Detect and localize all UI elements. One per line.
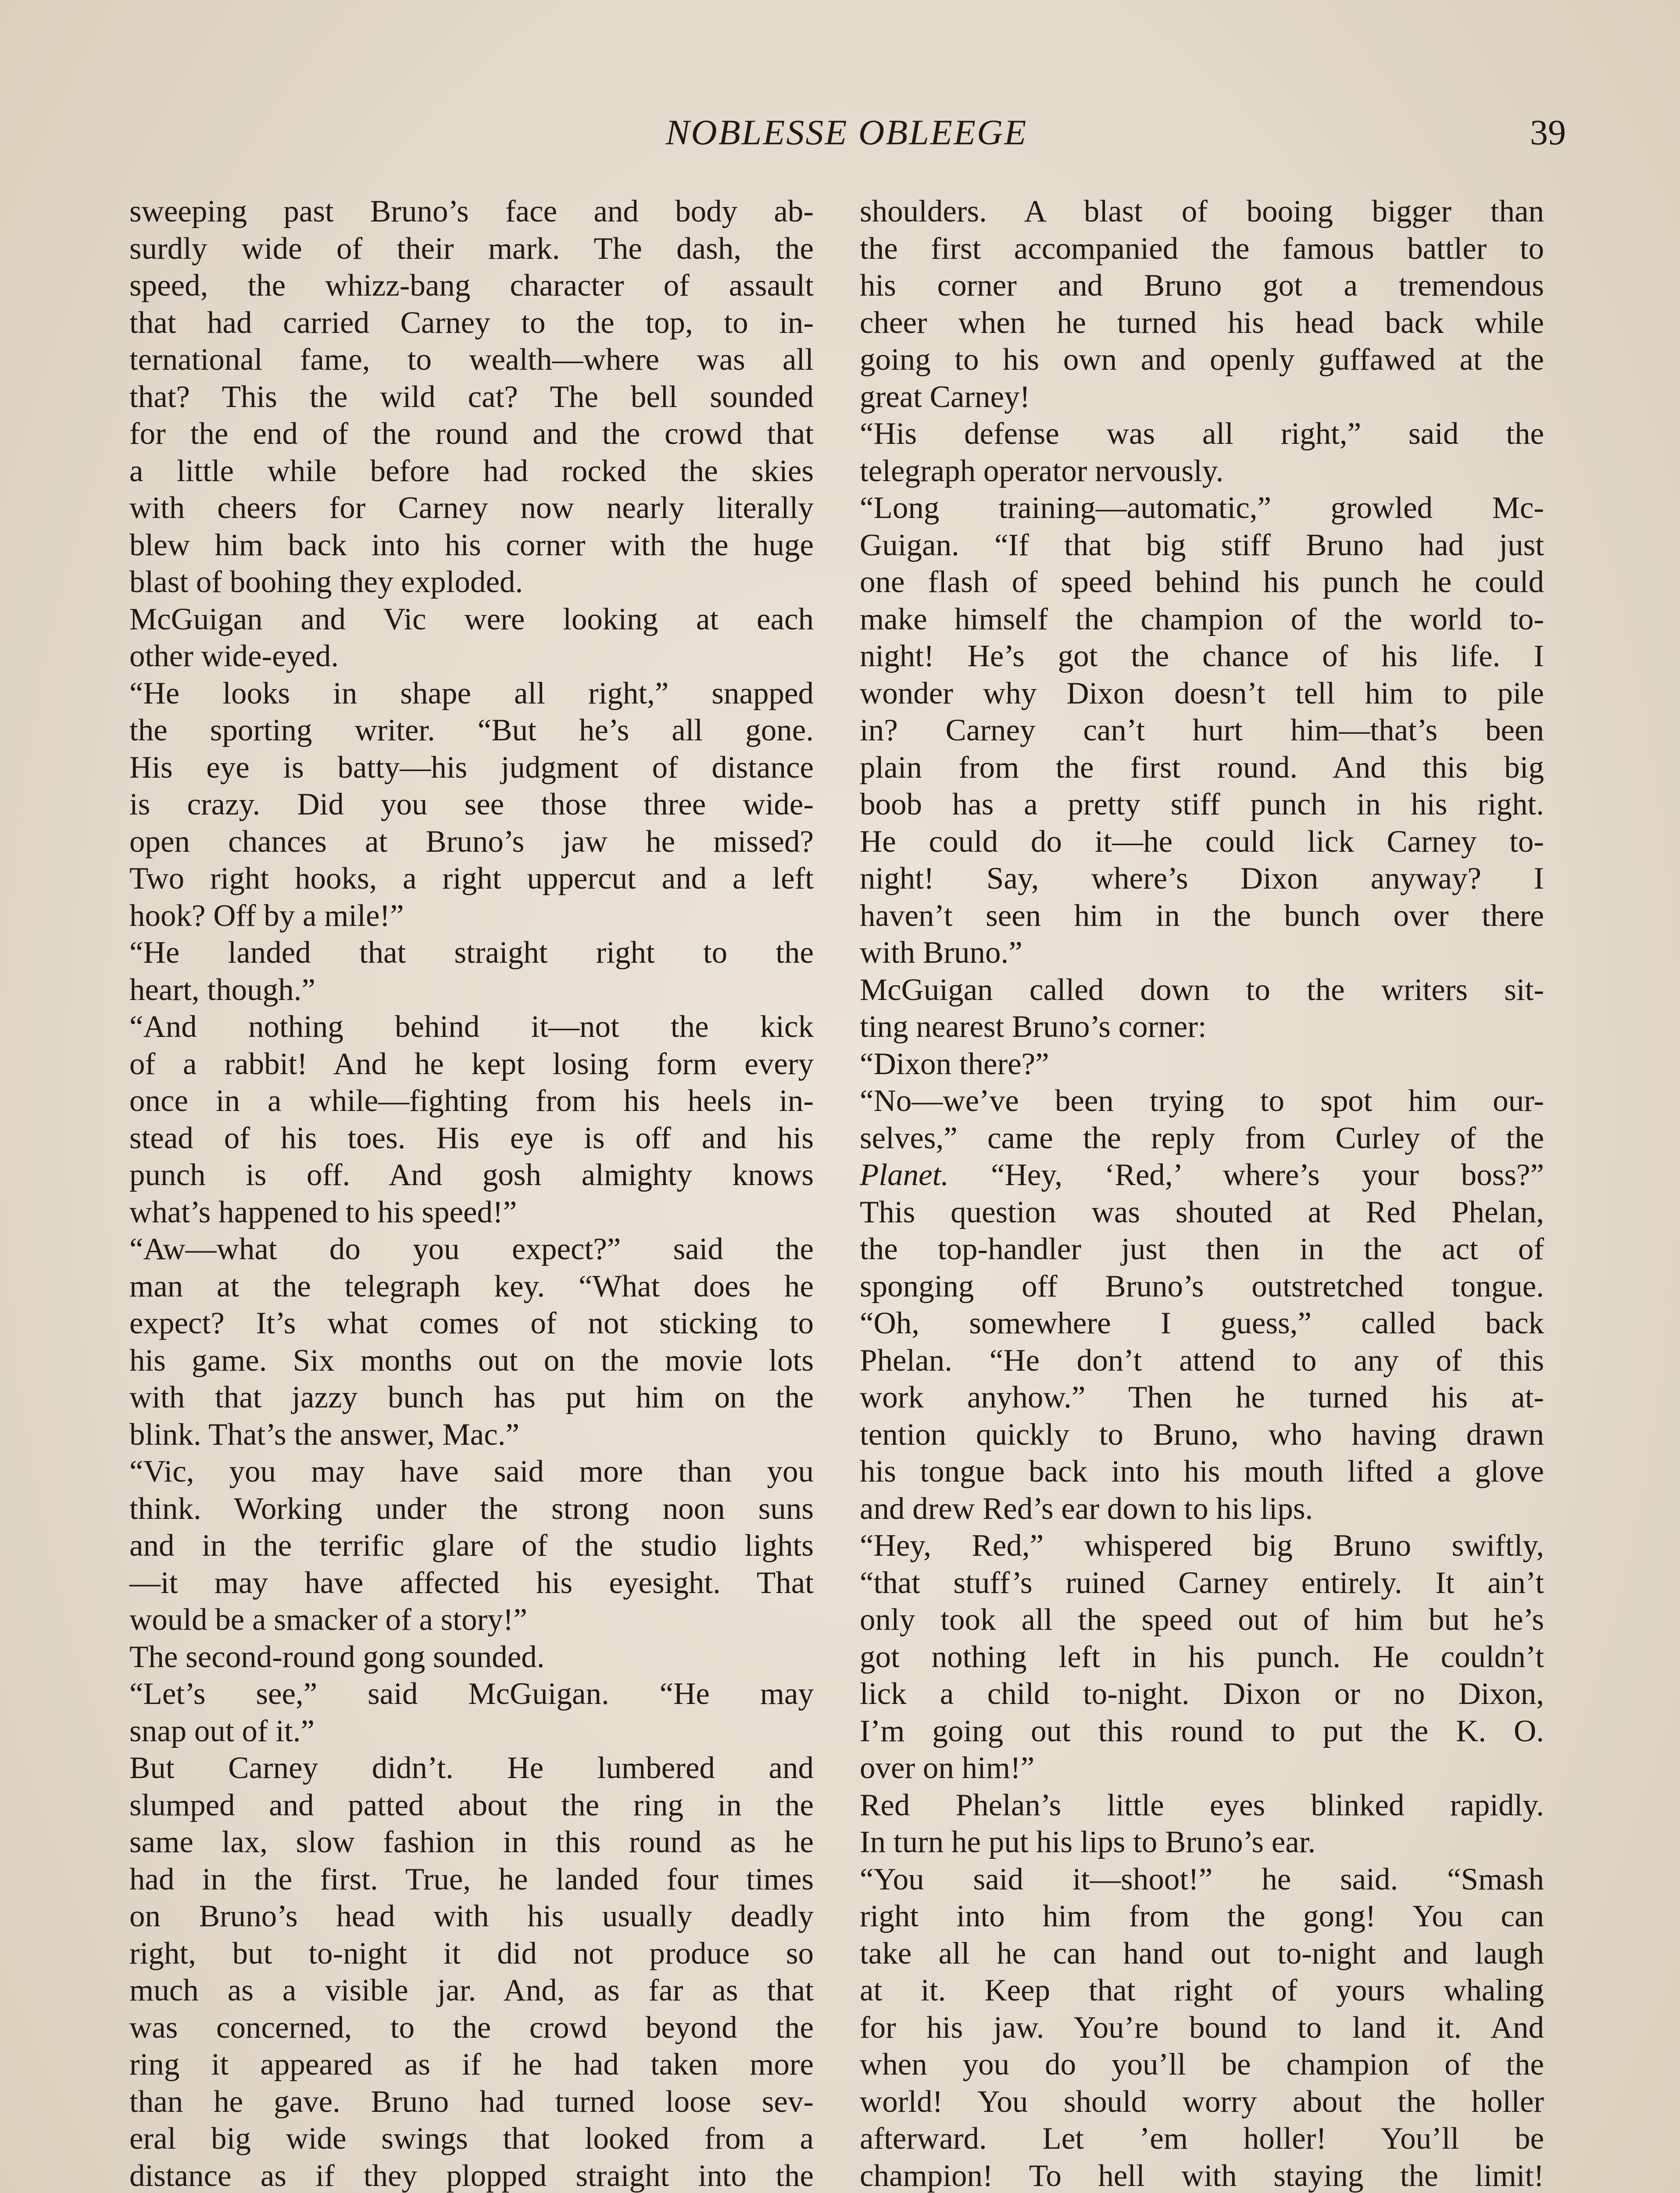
text-line: “Oh, somewhere I guess,” called back — [860, 1306, 1544, 1340]
text-line: going to his own and openly guffawed at the — [860, 343, 1544, 377]
text-line: world! You should worry about the holler — [860, 2084, 1544, 2119]
text-line: lick a child to-night. Dixon or no Dixon, — [860, 1677, 1544, 1711]
text-line: right, but to-night it did not produce so — [129, 1936, 814, 1971]
text-line: “Vic, you may have said more than you — [129, 1454, 814, 1489]
text-line: of a rabbit! And he kept losing form every — [129, 1046, 814, 1081]
text-line: is crazy. Did you see those three wide- — [129, 787, 814, 821]
text-line: great Carney! — [860, 379, 1030, 414]
text-line: same lax, slow fashion in this round as he — [129, 1825, 814, 1859]
text-line: ternational fame, to wealth—where was all — [129, 343, 814, 377]
text-line: speed, the whizz-bang character of assault — [129, 268, 814, 303]
text-line: —it may have affected his eyesight. That — [129, 1565, 814, 1600]
text-line: a little while before had rocked the skies — [129, 454, 814, 488]
text-line: when you do you’ll be champion of the — [860, 2047, 1544, 2082]
text-line: Guigan. “If that big stiff Bruno had just — [860, 528, 1544, 562]
text-line: “You said it—shoot!” he said. “Smash — [860, 1862, 1544, 1897]
text-line: In turn he put his lips to Bruno’s ear. — [860, 1825, 1316, 1859]
text-line: would be a smacker of a story!” — [129, 1603, 527, 1637]
text-line: He could do it—he could lick Carney to- — [860, 824, 1544, 859]
text-line: man at the telegraph key. “What does he — [129, 1269, 814, 1304]
text-line: “He looks in shape all right,” snapped — [129, 676, 814, 711]
text-line: This question was shouted at Red Phelan, — [860, 1195, 1544, 1229]
text-line: “He landed that straight right to the — [129, 936, 814, 970]
text-line: work anyhow.” Then he turned his at- — [860, 1380, 1544, 1414]
text-line: afterward. Let ’em holler! You’ll be — [860, 2122, 1544, 2156]
text-line: tention quickly to Bruno, who having drawn — [860, 1417, 1544, 1452]
text-line: boob has a pretty stiff punch in his right. — [860, 787, 1544, 821]
text-line: “that stuff’s ruined Carney entirely. It ain’t — [860, 1565, 1544, 1600]
left-text-column — [129, 193, 814, 2193]
text-line: Planet. “Hey, ‘Red,’ where’s your boss?” — [860, 1158, 1544, 1192]
text-line: “Dixon there?” — [860, 1046, 1049, 1081]
text-line: open chances at Bruno’s jaw he missed? — [129, 824, 814, 859]
text-line: his tongue back into his mouth lifted a glove — [860, 1454, 1544, 1489]
text-line: “No—we’ve been trying to spot him our- — [860, 1084, 1544, 1118]
text-line: had in the first. True, he landed four times — [129, 1862, 814, 1897]
text-line: Two right hooks, a right uppercut and a left — [129, 861, 814, 896]
text-line: Red Phelan’s little eyes blinked rapidly. — [860, 1788, 1544, 1822]
text-line: snap out of it.” — [129, 1714, 315, 1748]
text-line: “Aw—what do you expect?” said the — [129, 1232, 814, 1266]
text-line: once in a while—fighting from his heels in- — [129, 1084, 814, 1118]
text-line: night! He’s got the chance of his life. I — [860, 639, 1544, 673]
text-line: was concerned, to the crowd beyond the — [129, 2010, 814, 2045]
text-line: ring it appeared as if he had taken more — [129, 2047, 814, 2082]
text-line: one flash of speed behind his punch he could — [860, 565, 1544, 599]
text-line: I’m going out this round to put the K. O. — [860, 1714, 1544, 1748]
text-line: and drew Red’s ear down to his lips. — [860, 1491, 1313, 1526]
text-line: McGuigan and Vic were looking at each — [129, 602, 814, 636]
text-line: with cheers for Carney now nearly literally — [129, 491, 814, 525]
text-line: punch is off. And gosh almighty knows — [129, 1158, 814, 1192]
text-line: take all he can hand out to-night and laugh — [860, 1936, 1544, 1971]
text-line: His eye is batty—his judgment of distance — [129, 750, 814, 785]
text-line: for the end of the round and the crowd that — [129, 417, 814, 451]
text-line: that had carried Carney to the top, to in- — [129, 305, 814, 340]
text-line: than he gave. Bruno had turned loose sev- — [129, 2084, 814, 2119]
text-line: distance as if they plopped straight into the — [129, 2158, 814, 2193]
text-line: the sporting writer. “But he’s all gone. — [129, 713, 814, 747]
text-line: “Let’s see,” said McGuigan. “He may — [129, 1677, 814, 1711]
text-line: The second-round gong sounded. — [129, 1639, 545, 1674]
text-line: night! Say, where’s Dixon anyway? I — [860, 861, 1544, 896]
page-number: 39 — [1530, 112, 1566, 152]
text-line: only took all the speed out of him but he’s — [860, 1603, 1544, 1637]
text-line: “And nothing behind it—not the kick — [129, 1010, 814, 1044]
text-line: think. Working under the strong noon suns — [129, 1491, 814, 1526]
text-line: eral big wide swings that looked from a — [129, 2122, 814, 2156]
text-line: telegraph operator nervously. — [860, 454, 1224, 488]
text-line: got nothing left in his punch. He couldn’t — [860, 1639, 1544, 1674]
text-line: shoulders. A blast of booing bigger than — [860, 194, 1544, 229]
text-line: stead of his toes. His eye is off and his — [129, 1121, 814, 1155]
text-line: heart, though.” — [129, 972, 315, 1007]
text-line: “His defense was all right,” said the — [860, 417, 1544, 451]
text-line: plain from the first round. And this big — [860, 750, 1544, 785]
text-line: at it. Keep that right of yours whaling — [860, 1973, 1544, 2007]
right-text-column — [860, 193, 1544, 2193]
text-line: “Long training—automatic,” growled Mc- — [860, 491, 1544, 525]
text-line: blink. That’s the answer, Mac.” — [129, 1417, 520, 1452]
text-line: “Hey, Red,” whispered big Bruno swiftly, — [860, 1529, 1544, 1563]
page-header — [127, 112, 1566, 160]
text-line: cheer when he turned his head back while — [860, 305, 1544, 340]
text-line: on Bruno’s head with his usually deadly — [129, 1899, 814, 1933]
text-line: the first accompanied the famous battler to — [860, 231, 1544, 266]
text-line: what’s happened to his speed!” — [129, 1195, 517, 1229]
text-line: with that jazzy bunch has put him on the — [129, 1380, 814, 1414]
text-line: in? Carney can’t hurt him—that’s been — [860, 713, 1544, 747]
text-line: haven’t seen him in the bunch over there — [860, 898, 1544, 933]
text-line: surdly wide of their mark. The dash, the — [129, 231, 814, 266]
text-line: sponging off Bruno’s outstretched tongue. — [860, 1269, 1544, 1304]
text-line: slumped and patted about the ring in the — [129, 1788, 814, 1822]
text-line: hook? Off by a mile!” — [129, 898, 404, 933]
text-line: sweeping past Bruno’s face and body ab- — [129, 194, 814, 229]
text-line: right into him from the gong! You can — [860, 1899, 1544, 1933]
text-line: expect? It’s what comes of not sticking to — [129, 1306, 814, 1340]
text-line: But Carney didn’t. He lumbered and — [129, 1751, 814, 1785]
text-line: that? This the wild cat? The bell sounded — [129, 379, 814, 414]
text-line: much as a visible jar. And, as far as that — [129, 1973, 814, 2007]
text-line: make himself the champion of the world to- — [860, 602, 1544, 636]
text-line: selves,” came the reply from Curley of the — [860, 1121, 1544, 1155]
text-line: blast of boohing they exploded. — [129, 565, 523, 599]
text-line: his game. Six months out on the movie lots — [129, 1343, 814, 1378]
text-line: wonder why Dixon doesn’t tell him to pile — [860, 676, 1544, 711]
text-line: with Bruno.” — [860, 936, 1022, 970]
text-line: Phelan. “He don’t attend to any of this — [860, 1343, 1544, 1378]
text-line: the top-handler just then in the act of — [860, 1232, 1544, 1266]
running-title: NOBLESSE OBLEEGE — [665, 112, 1028, 152]
text-line: other wide-eyed. — [129, 639, 339, 673]
text-line: for his jaw. You’re bound to land it. And — [860, 2010, 1544, 2045]
text-line: over on him!” — [860, 1751, 1035, 1785]
text-line: champion! To hell with staying the limit! — [860, 2158, 1544, 2193]
text-line: and in the terrific glare of the studio lights — [129, 1529, 814, 1563]
text-line: his corner and Bruno got a tremendous — [860, 268, 1544, 303]
text-line: ting nearest Bruno’s corner: — [860, 1010, 1207, 1044]
text-line: McGuigan called down to the writers sit- — [860, 972, 1544, 1007]
text-line: blew him back into his corner with the huge — [129, 528, 814, 562]
